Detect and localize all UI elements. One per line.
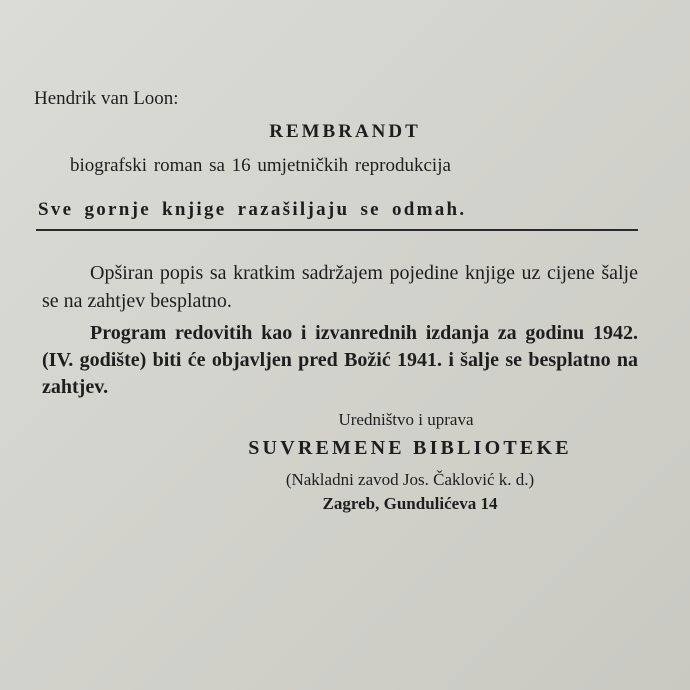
author-line: Hendrik van Loon:: [34, 88, 179, 109]
editorial-line: Uredništvo i uprava: [338, 410, 474, 429]
catalog-paragraph: Opširan popis sa kratkim sadržajem pojedine knjige uz cijene šalje se na zahtjev besplatno.: [42, 262, 638, 312]
shipping-notice: Sve gornje knjige razašiljaju se odmah.: [38, 199, 467, 220]
program-paragraph: Program redovitih kao i izvanrednih izdanja za godinu 1942. (IV. godište) biti će objavljen pred Božić 1941. i šalje se besplatno na zahtjev.: [42, 322, 638, 398]
book-subtitle: biografski roman sa 16 umjetničkih reprodukcija: [70, 155, 451, 176]
publisher-name: SUVREMENE BIBLIOTEKE: [248, 437, 572, 459]
book-title: REMBRANDT: [269, 121, 421, 142]
divider-rule: [36, 229, 638, 231]
publisher-address: Zagreb, Gundulićeva 14: [322, 494, 498, 513]
publishing-house: (Nakladni zavod Jos. Čaklović k. d.): [285, 470, 535, 489]
